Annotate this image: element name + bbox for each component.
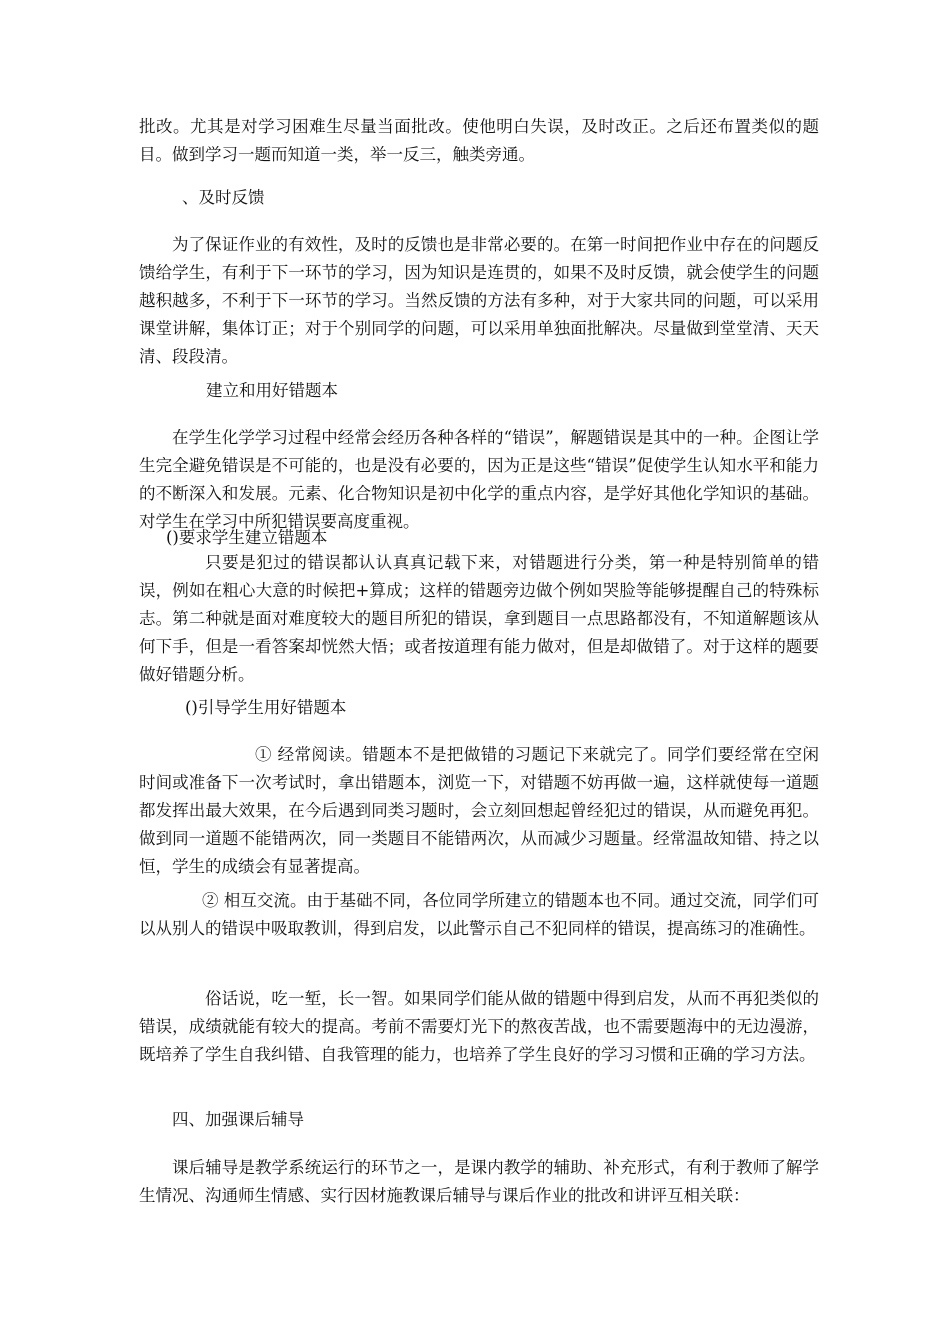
paragraph-correction-continued: 批改。尤其是对学习困难生尽量当面批改。使他明白失误，及时改正。之后还布置类似的题目。做到学习一题而知道一类，举一反三，触类旁通。 bbox=[139, 117, 819, 164]
heading-after-class-tutoring: 四、加强课后辅导 bbox=[172, 1110, 304, 1129]
subheading-use-notebook: ()引导学生用好错题本 bbox=[185, 698, 347, 717]
paragraph-feedback: 为了保证作业的有效性，及时的反馈也是非常必要的。在第一时间把作业中存在的问题反馈给学生，有利于下一环节的学习，因为知识是连贯的，如果不及时反馈，就会使学生的问题越积越多，不利于下一环节的学习。当然反馈的方法有多种，对于大家共同的问题，可以采用课堂讲解，集体订正；对于个别同学的问题，可以采用单独面批解决。尽量做到堂堂清、天天清、段段清。 bbox=[139, 235, 819, 366]
heading-timely-feedback: 、及时反馈 bbox=[182, 188, 265, 207]
paragraph-exchange: ② 相互交流。由于基础不同，各位同学所建立的错题本也不同。通过交流，同学们可以从别人的错误中吸取教训，得到启发，以此警示自己不犯同样的错误，提高练习的准确性。 bbox=[139, 891, 819, 938]
paragraph-tutoring: 课后辅导是教学系统运行的环节之一，是课内教学的辅助、补充形式，有利于教师了解学生情况、沟通师生情感、实行因材施教课后辅导与课后作业的批改和讲评互相关联： bbox=[139, 1158, 819, 1205]
heading-error-notebook: 建立和用好错题本 bbox=[206, 381, 338, 400]
subheading-build-notebook: ()要求学生建立错题本 bbox=[166, 528, 328, 547]
paragraph-errors-intro: 在学生化学学习过程中经常会经历各种各样的“错误”，解题错误是其中的一种。企图让学生完全避免错误是不可能的，也是没有必要的，因为正是这些“错误”促使学生认知水平和能力的不断深入和发展。元素、化合物知识是初中化学的重点内容，是学好其他化学知识的基础。对学生在学习中所犯错误要高度重视。 bbox=[139, 428, 819, 531]
paragraph-proverb: 俗话说，吃一堑，长一智。如果同学们能从做的错题中得到启发，从而不再犯类似的错误，成绩就能有较大的提高。考前不需要灯光下的熬夜苦战，也不需要题海中的无边漫游，既培养了学生自我纠错、自我管理的能力，也培养了学生良好的学习习惯和正确的学习方法。 bbox=[139, 989, 819, 1064]
paragraph-build-notebook: 只要是犯过的错误都认认真真记载下来，对错题进行分类，第一种是特别简单的错误，例如在粗心大意的时候把+算成；这样的错题旁边做个例如哭脸等能够提醒自己的特殊标志。第二种就是面对难度较大的题目所犯的错误，拿到题目一点思路都没有，不知道解题该从何下手，但是一看答案却恍然大悟；或者按道理有能力做对，但是却做错了。对于这样的题要做好错题分析。 bbox=[139, 553, 819, 684]
paragraph-read-often: ① 经常阅读。错题本不是把做错的习题记下来就完了。同学们要经常在空闲时间或准备下一次考试时，拿出错题本，浏览一下，对错题不妨再做一遍，这样就使每一道题都发挥出最大效果，在今后遇到同类习题时，会立刻回想起曾经犯过的错误，从而避免再犯。做到同一道题不能错两次，同一类题目不能错两次，从而减少习题量。经常温故知错、持之以恒，学生的成绩会有显著提高。 bbox=[139, 745, 819, 876]
